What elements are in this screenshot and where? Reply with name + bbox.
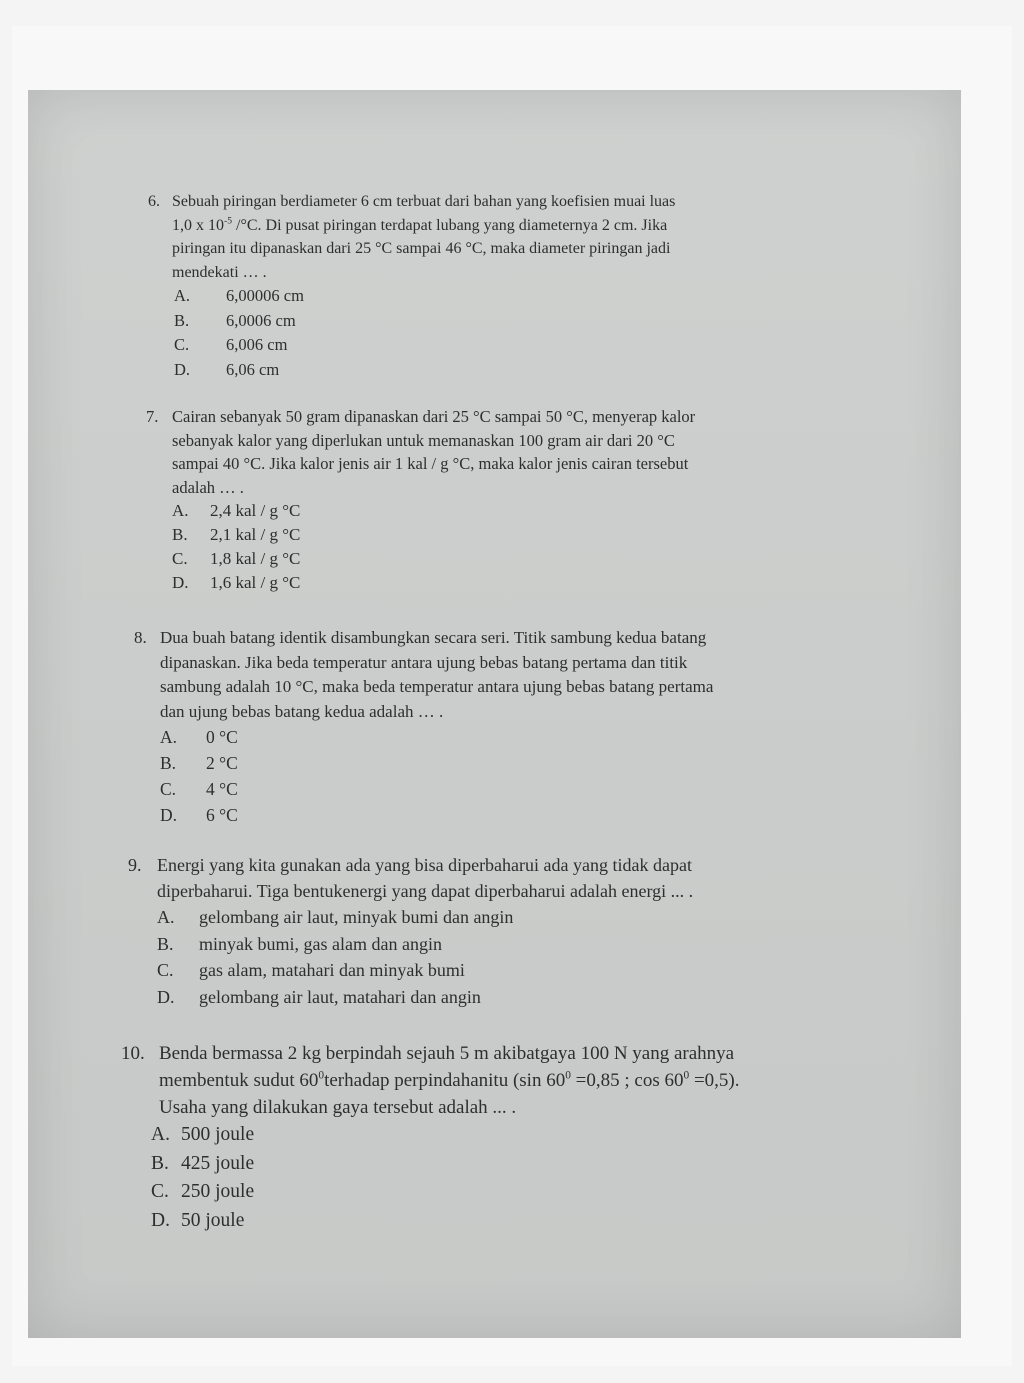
stem-line: Benda bermassa 2 kg berpindah sejauh 5 m akibatgaya 100 N yang arahnya (159, 1043, 735, 1064)
question-number: 6. (148, 193, 160, 210)
option-letter: A. (174, 286, 191, 305)
stem-line (159, 1067, 901, 1094)
option-d (160, 802, 886, 828)
stem-text: terhadap perpindahanitu (sin 60 (324, 1070, 566, 1091)
option-d (151, 1207, 901, 1236)
stem-text: /°C. Di pusat piringan terdapat lubang yang diameternya 2 cm. Jika (232, 216, 668, 234)
stem-line: mendekati … . (172, 263, 267, 281)
degree-superscript: 0 (318, 1069, 325, 1082)
stem-line: sebanyak kalor yang diperlukan untuk memanaskan 100 gram air dari 20 °C (172, 430, 675, 450)
option-text: 2,4 kal / g °C (210, 501, 301, 520)
option-text: 500 joule (181, 1124, 255, 1145)
question-10 (121, 1040, 901, 1235)
degree-superscript: 0 (565, 1069, 571, 1082)
option-letter: A. (157, 907, 175, 927)
stem-line: Dua buah batang identik disambungkan secara seri. Titik sambung kedua batang (160, 628, 707, 647)
stem-line: adalah … . (172, 477, 244, 497)
stem-line: Sebuah piringan berdiameter 6 cm terbuat dari bahan yang koefisien muai luas (172, 193, 676, 210)
stem-line (172, 214, 872, 238)
option-text: 6 °C (206, 805, 238, 825)
option-letter: D. (160, 805, 178, 825)
option-letter: C. (151, 1181, 169, 1202)
question-stem (160, 626, 886, 724)
question-number: 10. (121, 1043, 145, 1064)
question-stem (172, 405, 880, 499)
question-8 (134, 626, 886, 828)
option-letter: C. (174, 335, 190, 354)
answer-options (157, 904, 894, 1010)
option-text: gelombang air laut, matahari dan angin (199, 986, 481, 1007)
option-text: 425 joule (181, 1152, 255, 1174)
option-c (157, 957, 894, 984)
option-letter: D. (157, 986, 175, 1007)
option-text: minyak bumi, gas alam dan angin (199, 933, 442, 954)
answer-options (174, 284, 872, 382)
option-text: 2,1 kal / g °C (210, 525, 301, 544)
option-c (151, 1178, 901, 1207)
stem-line: diperbaharui. Tiga bentukenergi yang dapat diperbaharui adalah energi ... . (157, 881, 694, 901)
question-9 (128, 852, 894, 1010)
option-text: 0 °C (206, 727, 238, 747)
question-7 (146, 405, 880, 595)
stem-text: membentuk sudut 60 (159, 1070, 319, 1091)
stem-line: Energi yang kita gunakan ada yang bisa diperbaharui ada yang tidak dapat (157, 855, 692, 875)
option-text: 1,8 kal / g °C (210, 549, 301, 568)
question-number: 7. (146, 407, 159, 426)
exponent: -5 (224, 215, 232, 227)
option-letter: C. (172, 549, 188, 568)
stem-text: =0,5). (689, 1070, 740, 1091)
question-number: 9. (128, 855, 142, 875)
option-d (172, 571, 880, 595)
option-c (174, 333, 872, 358)
option-letter: C. (157, 960, 174, 980)
option-letter: C. (160, 779, 177, 799)
option-text: 250 joule (181, 1181, 255, 1202)
option-text: 50 joule (181, 1209, 245, 1231)
stem-line: Cairan sebanyak 50 gram dipanaskan dari 25 °C sampai 50 °C, menyerap kalor (172, 407, 696, 426)
option-letter: B. (151, 1152, 169, 1174)
question-number: 8. (134, 628, 147, 647)
option-d (157, 984, 894, 1011)
stem-line: dan ujung bebas batang kedua adalah … . (160, 701, 444, 721)
option-text: 6,0006 cm (226, 310, 296, 330)
degree-superscript: 0 (683, 1069, 690, 1082)
option-b (157, 931, 894, 958)
option-letter: A. (151, 1124, 170, 1145)
stem-line: sambung adalah 10 °C, maka beda temperatur antara ujung bebas batang pertama (160, 677, 714, 696)
option-text: 2 °C (206, 753, 238, 773)
answer-options (172, 499, 880, 595)
question-stem (159, 1040, 901, 1121)
option-text: 1,6 kal / g °C (210, 573, 301, 592)
option-letter: D. (174, 359, 191, 379)
option-a (174, 284, 872, 309)
option-b (160, 750, 886, 776)
option-a (151, 1121, 901, 1150)
option-letter: B. (172, 525, 188, 544)
answer-options (151, 1121, 901, 1235)
option-d (174, 358, 872, 383)
option-text: 4 °C (206, 779, 238, 799)
question-stem (172, 190, 872, 284)
question-stem (157, 852, 894, 904)
option-b (151, 1150, 901, 1179)
option-text: 6,06 cm (226, 359, 280, 379)
question-6 (148, 190, 872, 382)
stem-line: dipanaskan. Jika beda temperatur antara ujung bebas batang pertama dan titik (160, 652, 688, 672)
option-letter: B. (174, 310, 190, 330)
stem-text: 1,0 x 10 (172, 216, 224, 234)
option-c (160, 776, 886, 802)
option-text: 6,00006 cm (226, 286, 304, 305)
option-b (174, 309, 872, 334)
option-letter: B. (157, 933, 174, 954)
option-a (160, 724, 886, 750)
stem-line: sampai 40 °C. Jika kalor jenis air 1 kal / g °C, maka kalor jenis cairan tersebut (172, 454, 689, 473)
option-letter: A. (160, 727, 178, 747)
option-text: gelombang air laut, minyak bumi dan angin (199, 907, 514, 927)
option-letter: D. (151, 1209, 170, 1231)
stem-line: Usaha yang dilakukan gaya tersebut adalah ... . (159, 1097, 517, 1118)
stem-text: =0,85 ; cos 60 (570, 1070, 684, 1091)
option-letter: A. (172, 501, 189, 520)
option-text: 6,006 cm (226, 335, 288, 354)
answer-options (160, 724, 886, 828)
option-letter: B. (160, 753, 177, 773)
option-c (172, 547, 880, 571)
stem-line: piringan itu dipanaskan dari 25 °C sampai 46 °C, maka diameter piringan jadi (172, 240, 671, 257)
option-b (172, 523, 880, 547)
option-text: gas alam, matahari dan minyak bumi (199, 960, 465, 980)
option-a (172, 499, 880, 523)
option-a (157, 904, 894, 931)
option-letter: D. (172, 573, 189, 592)
